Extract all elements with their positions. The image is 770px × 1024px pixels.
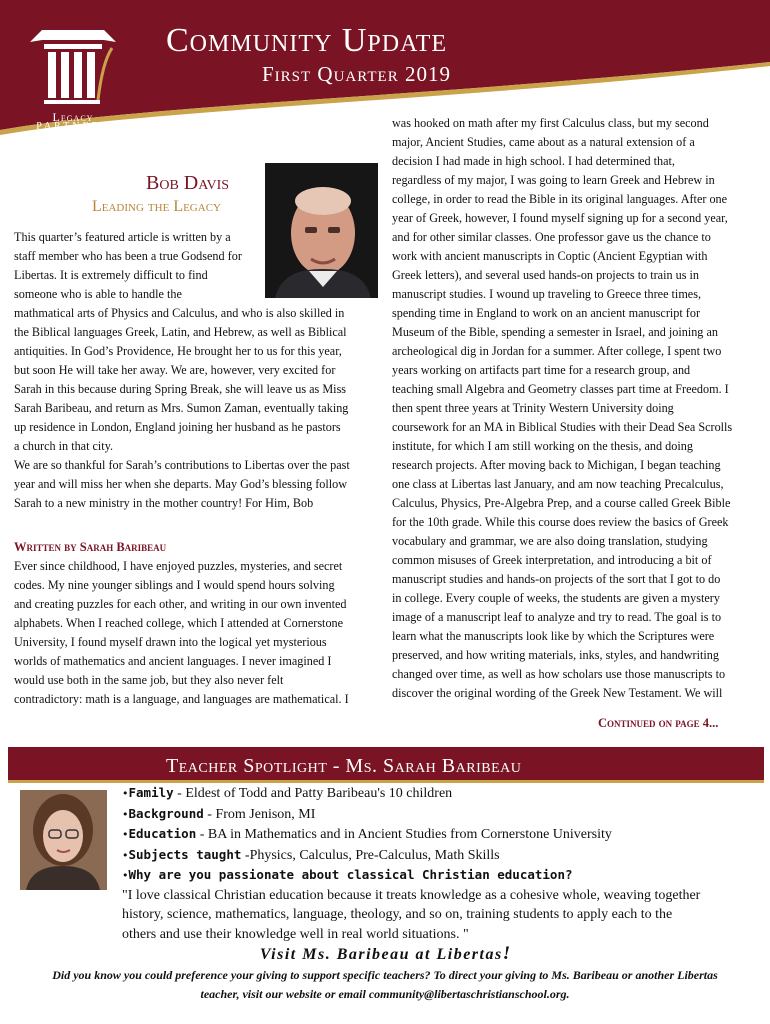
- text-line: changed over time, as well as how scholars use those manuscripts to: [392, 667, 726, 681]
- bullet-icon: •: [122, 869, 129, 882]
- giving-note: [0, 966, 770, 1004]
- bullet-icon: •: [122, 787, 129, 800]
- sarah-baribeau-photo: [20, 790, 107, 890]
- bullet-icon: •: [122, 828, 129, 841]
- newsletter-subtitle: First Quarter 2019: [262, 62, 451, 86]
- continued-on-page-link: Continued on page 4...: [598, 716, 719, 730]
- text-line: but soon He will take her away. We are, however, very excited for: [14, 363, 336, 377]
- fact-separator: -: [241, 847, 250, 863]
- text-line: This quarter’s featured article is written by a: [14, 230, 231, 244]
- fact-separator: -: [203, 806, 216, 822]
- fact-subjects: [122, 845, 762, 866]
- text-line: Museum of the Bible, spending a semester in Israel, and joining an: [392, 325, 718, 339]
- text-line: Libertas. It is extremely difficult to find: [14, 268, 208, 282]
- text-line: a church in that city.: [14, 439, 114, 453]
- fact-label: Education: [128, 826, 197, 841]
- text-line: image of a manuscript leaf to analyze and try to read. The goal is to: [392, 610, 722, 624]
- fact-family: [122, 783, 762, 804]
- giving-note-line: Did you know you could preference your giving to support specific teachers? To direct your giving to Ms. Baribeau or another Libertas: [52, 968, 718, 982]
- feature-intro-paragraph: [14, 228, 384, 456]
- text-line: mathmatical arts of Physics and Calculus, and who is also skilled in: [14, 306, 345, 320]
- text-line: and creating puzzles for each other, and writing in our own invented: [14, 597, 347, 611]
- text-line: college, in order to read the Bible in its original languages. After one: [392, 192, 728, 206]
- written-by-heading: Written by Sarah Baribeau: [14, 540, 167, 554]
- quote-line: others and use their knowledge well in real world situations. ": [122, 926, 469, 942]
- fact-label: Subjects taught: [128, 846, 242, 862]
- text-line: vocabulary and grammar, we are also doing translation, studying: [392, 534, 708, 548]
- fact-label: Why are you passionate about classical Christian education?: [128, 867, 573, 882]
- text-line: for the 10th grade. While this course does review the basics of Greek: [392, 515, 729, 529]
- text-line: major, Ancient Studies, came about as a natural extension of a: [392, 135, 695, 149]
- fact-separator: -: [196, 827, 208, 842]
- fact-value: Eldest of Todd and Patty Baribeau's 10 children: [185, 786, 453, 801]
- quote-line: history, science, mathematics, language, theology, and so on, training students to apply each to the: [122, 907, 673, 922]
- text-line: contradictory: math is a language, and languages are mathematical. I: [14, 692, 349, 706]
- fact-separator: -: [173, 786, 186, 801]
- feature-intro: [14, 228, 384, 513]
- quote-line: "I love classical Christian education because it treats knowledge as a cohesive whole, weaving together: [122, 887, 701, 903]
- text-line: antiquities. In God’s Providence, He brought her to us for this year,: [14, 344, 342, 358]
- text-line: worlds of mathematics and ancient languages. I never imagined I: [14, 654, 332, 668]
- text-line: Sarah to a new ministry in the mother country! For Him, Bob: [14, 496, 314, 510]
- fact-question: [122, 865, 762, 886]
- text-line: then spent three years at Trinity Western University doing: [392, 401, 674, 415]
- text-line: work with ancient manuscripts in Coptic (Ancient Egyptian with: [392, 249, 708, 263]
- text-line: research projects. After moving back to Michigan, I began teaching: [392, 458, 721, 472]
- text-line: and for other similar classes. One professor gave us the chance to: [392, 230, 711, 244]
- text-line: was hooked on math after my first Calculus class, but my second: [392, 116, 709, 130]
- text-line: the Biblical languages Greek, Latin, and Hebrew, as well as Biblical: [14, 325, 347, 339]
- text-line: Sarah Baribeau, and return as Mrs. Sumon Zaman, eventually taking: [14, 401, 349, 415]
- giving-note-line: teacher, visit our website or email community@libertaschristianschool.org.: [200, 987, 570, 1001]
- story-right-column: [392, 114, 764, 703]
- feature-tagline: Leading the Legacy: [92, 198, 221, 215]
- text-line: institute, for which I am still working on the thesis, and doing: [392, 439, 693, 453]
- text-line: common misuses of Greek interpretation, and introducing a bit of: [392, 553, 712, 567]
- bullet-icon: •: [122, 848, 129, 862]
- text-line: Greek letters), and several used hands-on projects to train us in: [392, 268, 699, 282]
- bullet-icon: •: [122, 807, 129, 821]
- story-paragraph: [392, 114, 764, 703]
- fact-education: [122, 824, 762, 845]
- text-line: year and will miss her when she departs. May God’s blessing follow: [14, 477, 348, 491]
- newsletter-title: Community Update: [166, 22, 448, 59]
- text-line: staff member who has been a true Godsend for: [14, 249, 242, 263]
- text-line: preserved, and how writing materials, inks, styles, and handwriting: [392, 648, 719, 662]
- story-left-column: [14, 557, 384, 709]
- text-line: would use both in the same job, but they also never felt: [14, 673, 284, 687]
- text-line: coursework for an MA in Biblical Studies with their Dead Sea Scrolls: [392, 420, 733, 434]
- text-line: codes. My nine younger siblings and I would spend hours solving: [14, 578, 335, 592]
- text-line: years working on artifacts part time for a research group, and: [392, 363, 691, 377]
- text-line: up residence in London, England joining her husband as he pastors: [14, 420, 341, 434]
- text-line: someone who is able to handle the: [14, 287, 182, 301]
- fact-value: BA in Mathematics and in Ancient Studies from Cornerstone University: [207, 827, 612, 842]
- story-paragraph: [14, 557, 384, 709]
- text-line: alphabets. When I reached college, which I attended at Cornerstone: [14, 616, 344, 630]
- visit-callout: [0, 943, 770, 965]
- feature-thanks-paragraph: [14, 456, 384, 513]
- text-line: teaching small Algebra and Geometry classes part time at Freedom. I: [392, 382, 729, 396]
- text-line: manuscript studies and hands-on projects of the sort that I got to do: [392, 572, 721, 586]
- spotlight-facts: [122, 783, 762, 944]
- text-line: archeological dig in Jordan for a summer. After college, I spent two: [392, 344, 722, 358]
- text-line: one class at Libertas last January, and am now teaching Precalculus,: [392, 477, 724, 491]
- fact-label: Background: [128, 805, 204, 821]
- text-line: Calculus, Physics, Pre-Algebra Prep, and a course called Greek Bible: [392, 496, 731, 510]
- logo-text: Legacy: [52, 110, 94, 124]
- text-line: University, I found myself drawn into the logical yet mysterious: [14, 635, 327, 649]
- text-line: We are so thankful for Sarah’s contributions to Libertas over the past: [14, 458, 350, 472]
- text-line: Ever since childhood, I have enjoyed puzzles, mysteries, and secret: [14, 559, 343, 573]
- text-line: decision I had made in high school. I had determined that,: [392, 154, 675, 168]
- text-line: regardless of my major, I was going to learn Greek and Hebrew in: [392, 173, 715, 187]
- text-line: in college. Every couple of weeks, the students are given a mystery: [392, 591, 720, 605]
- visit-text: Visit Ms. Baribeau at Libertas: [259, 946, 503, 963]
- logo-subtext: PARTNERS: [36, 121, 110, 132]
- text-line: spending time in England to work on an ancient manuscript for: [392, 306, 701, 320]
- feature-author-name: Bob Davis: [146, 172, 230, 194]
- fact-value: Physics, Calculus, Pre-Calculus, Math Skills: [249, 847, 500, 863]
- text-line: year of Greek, however, I found myself signing up for a second year,: [392, 211, 728, 225]
- visit-exclamation: !: [502, 943, 511, 964]
- fact-label: Family: [128, 785, 174, 800]
- teacher-quote: [122, 886, 762, 945]
- text-line: learn what the manuscripts look like by which the Scriptures were: [392, 629, 715, 643]
- text-line: discover the original wording of the Greek New Testament. We will: [392, 686, 723, 700]
- spotlight-title: Teacher Spotlight - Ms. Sarah Baribeau: [166, 755, 522, 777]
- fact-background: [122, 804, 762, 825]
- text-line: manuscript studies. I wound up traveling to Greece three times,: [392, 287, 702, 301]
- fact-value: From Jenison, MI: [215, 806, 316, 822]
- text-line: Sarah in this because during Spring Break, she will leave us as Miss: [14, 382, 347, 396]
